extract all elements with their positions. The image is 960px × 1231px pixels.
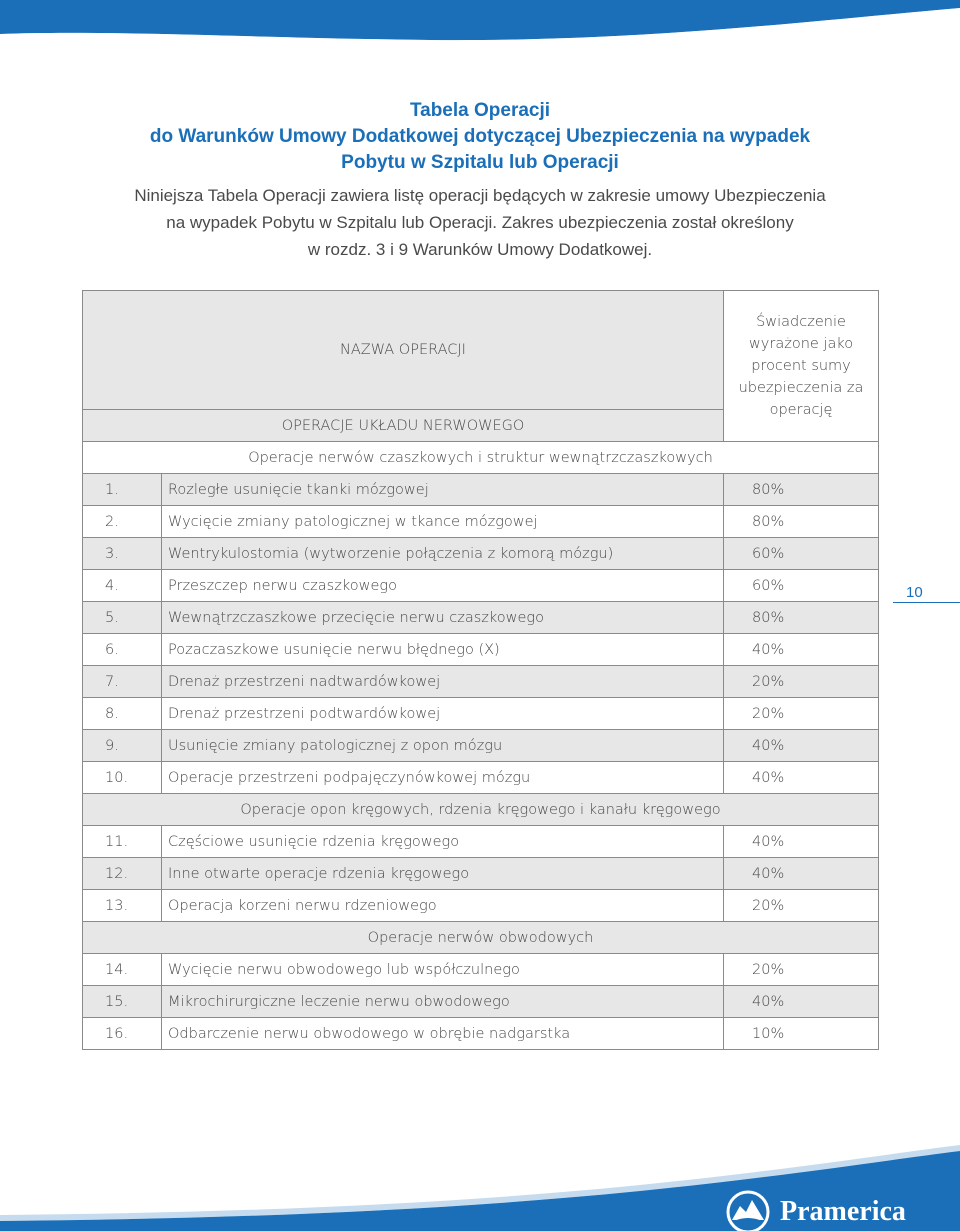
table-row xyxy=(83,698,879,730)
intro-line-1: Niniejsza Tabela Operacji zawiera listę operacji będących w zakresie umowy Ubezpieczenia xyxy=(134,186,826,205)
header-benefit: Świadczenie wyrażone jako procent sumy ubezpieczenia za operację xyxy=(724,291,879,442)
row-operation-name: Inne otwarte operacje rdzenia kręgowego xyxy=(162,858,724,890)
row-operation-name: Wycięcie zmiany patologicznej w tkance mózgowej xyxy=(162,506,724,538)
row-benefit-percent: 20% xyxy=(724,698,879,730)
group-title: Operacje nerwów obwodowych xyxy=(83,922,879,954)
table-row xyxy=(83,826,879,858)
row-operation-name: Drenaż przestrzeni nadtwardówkowej xyxy=(162,666,724,698)
table-row xyxy=(83,506,879,538)
row-number: 6. xyxy=(83,634,162,666)
row-operation-name: Wentrykulostomia (wytworzenie połączenia z komorą mózgu) xyxy=(162,538,724,570)
row-benefit-percent: 20% xyxy=(724,954,879,986)
row-number: 10. xyxy=(83,762,162,794)
table-row xyxy=(83,602,879,634)
row-operation-name: Operacja korzeni nerwu rdzeniowego xyxy=(162,890,724,922)
page-number-rule xyxy=(893,602,960,603)
row-benefit-percent: 40% xyxy=(724,986,879,1018)
intro-paragraph xyxy=(100,182,860,263)
row-number: 2. xyxy=(83,506,162,538)
table-header-row xyxy=(83,291,879,410)
operations-table xyxy=(82,290,879,1050)
table-row xyxy=(83,1018,879,1050)
group-row xyxy=(83,442,879,474)
section-title: OPERACJE UKŁADU NERWOWEGO xyxy=(83,410,724,442)
row-operation-name: Drenaż przestrzeni podtwardówkowej xyxy=(162,698,724,730)
row-number: 8. xyxy=(83,698,162,730)
row-benefit-percent: 40% xyxy=(724,826,879,858)
row-benefit-percent: 40% xyxy=(724,634,879,666)
table-row xyxy=(83,762,879,794)
row-benefit-percent: 40% xyxy=(724,762,879,794)
row-benefit-percent: 40% xyxy=(724,858,879,890)
table-row xyxy=(83,730,879,762)
group-row xyxy=(83,794,879,826)
row-number: 7. xyxy=(83,666,162,698)
row-number: 14. xyxy=(83,954,162,986)
row-benefit-percent: 40% xyxy=(724,730,879,762)
row-operation-name: Wycięcie nerwu obwodowego lub współczulnego xyxy=(162,954,724,986)
row-number: 3. xyxy=(83,538,162,570)
title-line-3: Pobytu w Szpitalu lub Operacji xyxy=(341,152,619,173)
table-row xyxy=(83,986,879,1018)
table-row xyxy=(83,890,879,922)
row-benefit-percent: 60% xyxy=(724,538,879,570)
row-number: 1. xyxy=(83,474,162,506)
group-row xyxy=(83,922,879,954)
row-number: 9. xyxy=(83,730,162,762)
title-line-2: do Warunków Umowy Dodatkowej dotyczącej Ubezpieczenia na wypadek xyxy=(149,126,811,147)
table-row xyxy=(83,954,879,986)
row-number: 12. xyxy=(83,858,162,890)
row-benefit-percent: 80% xyxy=(724,602,879,634)
row-number: 5. xyxy=(83,602,162,634)
row-operation-name: Częściowe usunięcie rdzenia kręgowego xyxy=(162,826,724,858)
row-benefit-percent: 20% xyxy=(724,666,879,698)
group-title: Operacje opon kręgowych, rdzenia kręgowego i kanału kręgowego xyxy=(83,794,879,826)
row-benefit-percent: 80% xyxy=(724,474,879,506)
row-operation-name: Odbarczenie nerwu obwodowego w obrębie nadgarstka xyxy=(162,1018,724,1050)
row-benefit-percent: 80% xyxy=(724,506,879,538)
document-title xyxy=(0,98,960,176)
row-benefit-percent: 10% xyxy=(724,1018,879,1050)
intro-line-3: w rozdz. 3 i 9 Warunków Umowy Dodatkowej. xyxy=(307,240,653,259)
row-benefit-percent: 20% xyxy=(724,890,879,922)
row-operation-name: Wewnątrzczaszkowe przecięcie nerwu czaszkowego xyxy=(162,602,724,634)
table-row xyxy=(83,570,879,602)
row-number: 15. xyxy=(83,986,162,1018)
row-operation-name: Operacje przestrzeni podpajęczynówkowej mózgu xyxy=(162,762,724,794)
row-operation-name: Rozległe usunięcie tkanki mózgowej xyxy=(162,474,724,506)
row-operation-name: Pozaczaszkowe usunięcie nerwu błędnego (X) xyxy=(162,634,724,666)
row-number: 16. xyxy=(83,1018,162,1050)
row-benefit-percent: 60% xyxy=(724,570,879,602)
group-title: Operacje nerwów czaszkowych i struktur wewnątrzczaszkowych xyxy=(83,442,879,474)
row-number: 4. xyxy=(83,570,162,602)
row-operation-name: Usunięcie zmiany patologicznej z opon mózgu xyxy=(162,730,724,762)
intro-line-2: na wypadek Pobytu w Szpitalu lub Operacji. Zakres ubezpieczenia został określony xyxy=(166,213,794,232)
row-operation-name: Mikrochirurgiczne leczenie nerwu obwodowego xyxy=(162,986,724,1018)
table-row xyxy=(83,666,879,698)
page-number: 10 xyxy=(906,584,923,601)
table-row xyxy=(83,858,879,890)
top-wave-decoration xyxy=(0,0,960,60)
table-row xyxy=(83,474,879,506)
header-operation-name: NAZWA OPERACJI xyxy=(83,291,724,410)
row-operation-name: Przeszczep nerwu czaszkowego xyxy=(162,570,724,602)
table-row xyxy=(83,634,879,666)
row-number: 11. xyxy=(83,826,162,858)
title-line-1: Tabela Operacji xyxy=(409,100,551,121)
table-row xyxy=(83,538,879,570)
brand-name: Pramerica xyxy=(780,1196,906,1227)
row-number: 13. xyxy=(83,890,162,922)
